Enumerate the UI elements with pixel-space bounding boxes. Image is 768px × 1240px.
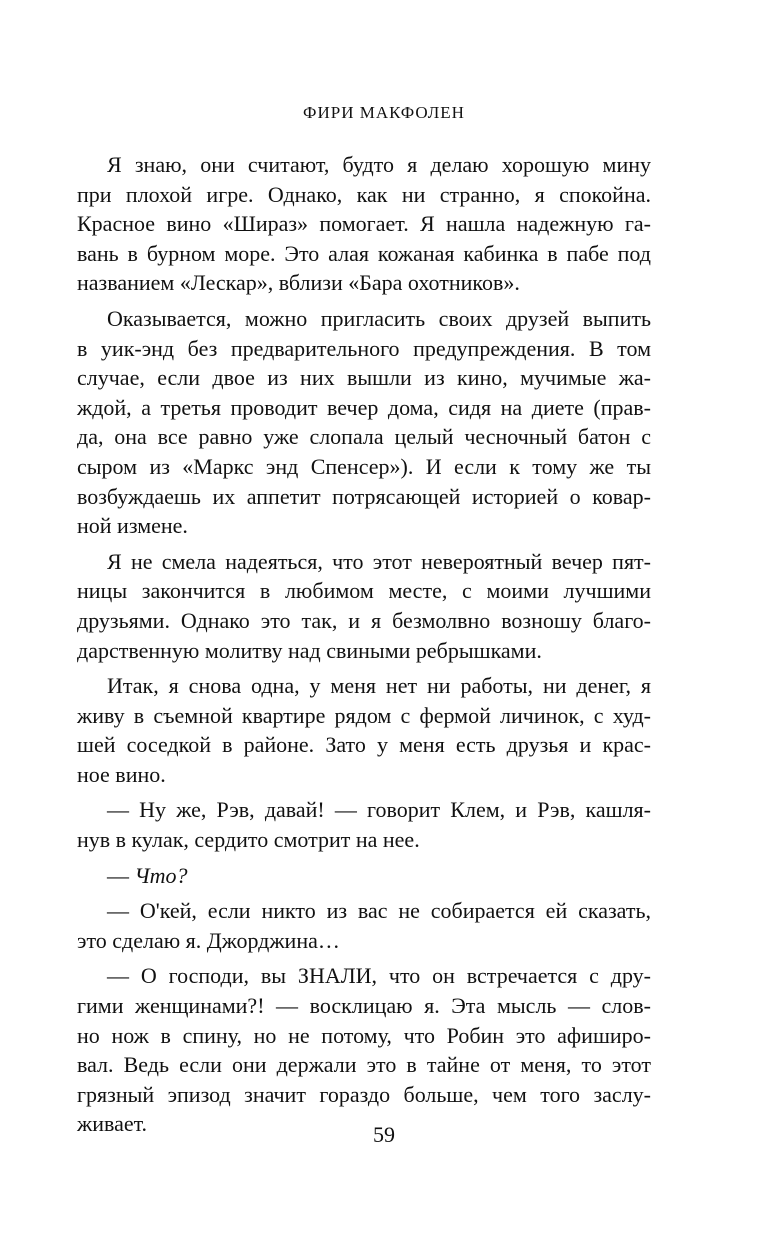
- text-line: Красное вино «Шираз» помогает. Я нашла надежную га-: [77, 211, 651, 237]
- text-line: гими женщинами?! — восклицаю я. Эта мысль — слов-: [77, 993, 651, 1019]
- text-line: Оказывается, можно пригласить своих друзей выпить: [107, 305, 651, 331]
- text-line: названием «Лескар», вблизи «Бара охотников».: [77, 270, 520, 296]
- text-line: [77, 861, 651, 891]
- paragraph: [77, 150, 651, 298]
- text-line: — Ну же, Рэв, давай! — говорит Клем, и Рэв, кашля-: [107, 797, 651, 823]
- text-line: ной измене.: [77, 513, 188, 539]
- text-line: Итак, я снова одна, у меня нет ни работы, ни денег, я: [107, 673, 651, 699]
- text-line: грязный эпизод значит гораздо больше, чем того заслу-: [77, 1081, 651, 1107]
- paragraph: [77, 304, 651, 541]
- text-line: ждой, а третья проводит вечер дома, сидя на диете (прав-: [77, 394, 651, 420]
- text-line: вань в бурном море. Это алая кожаная кабинка в пабе под: [77, 240, 651, 266]
- dialogue-dash: —: [107, 862, 135, 888]
- text-line: шей соседкой в районе. Зато у меня есть друзья и крас-: [77, 732, 651, 758]
- text-line: случае, если двое из них вышли из кино, мучимые жа-: [77, 365, 651, 391]
- paragraph: [77, 671, 651, 789]
- text-line: но нож в спину, но не потому, что Робин это афиширо-: [77, 1022, 651, 1048]
- text-line: в уик-энд без предварительного предупреждения. В том: [77, 335, 651, 361]
- dialogue-paragraph: [77, 961, 651, 1139]
- text-line: возбуждаешь их аппетит потрясающей историей о ковар-: [77, 483, 651, 509]
- text-line: это сделаю я. Джорджина…: [77, 927, 340, 953]
- dialogue-paragraph: [77, 795, 651, 854]
- running-head: ФИРИ МАКФОЛЕН: [303, 103, 465, 122]
- text-line: живает.: [77, 1111, 148, 1137]
- text-line: — О'кей, если никто из вас не собирается ей сказать,: [107, 898, 651, 924]
- dialogue-paragraph: [77, 861, 651, 891]
- text-line: дарственную молитву над свиными ребрышками.: [77, 637, 542, 663]
- page-number: 59: [373, 1122, 395, 1147]
- text-line: ницы закончится в любимом месте, с моими лучшими: [77, 578, 651, 604]
- dialogue-paragraph: [77, 896, 651, 955]
- text-line: ное вино.: [77, 761, 166, 787]
- text-line: при плохой игре. Однако, как ни странно, я спокойна.: [77, 181, 651, 207]
- text-line: Я не смела надеяться, что этот невероятный вечер пят-: [107, 548, 651, 574]
- text-line: нув в кулак, сердито смотрит на нее.: [77, 827, 420, 853]
- italic-question: Что?: [134, 862, 188, 888]
- text-line: вал. Ведь если они держали это в тайне от меня, то этот: [77, 1052, 651, 1078]
- text-line: Я знаю, они считают, будто я делаю хорошую мину: [107, 152, 651, 177]
- text-line: да, она все равно уже слопала целый чесночный батон с: [77, 424, 651, 450]
- paragraph: [77, 547, 651, 665]
- text-line: живу в съемной квартире рядом с фермой личинок, с худ-: [77, 702, 651, 728]
- body-text: [77, 150, 651, 1139]
- text-line: сыром из «Маркс энд Спенсер»). И если к тому же ты: [77, 453, 651, 479]
- text-line: — О господи, вы ЗНАЛИ, что он встречается с дру-: [107, 963, 651, 989]
- text-line: друзьями. Однако это так, и я безмолвно возношу благо-: [77, 607, 651, 633]
